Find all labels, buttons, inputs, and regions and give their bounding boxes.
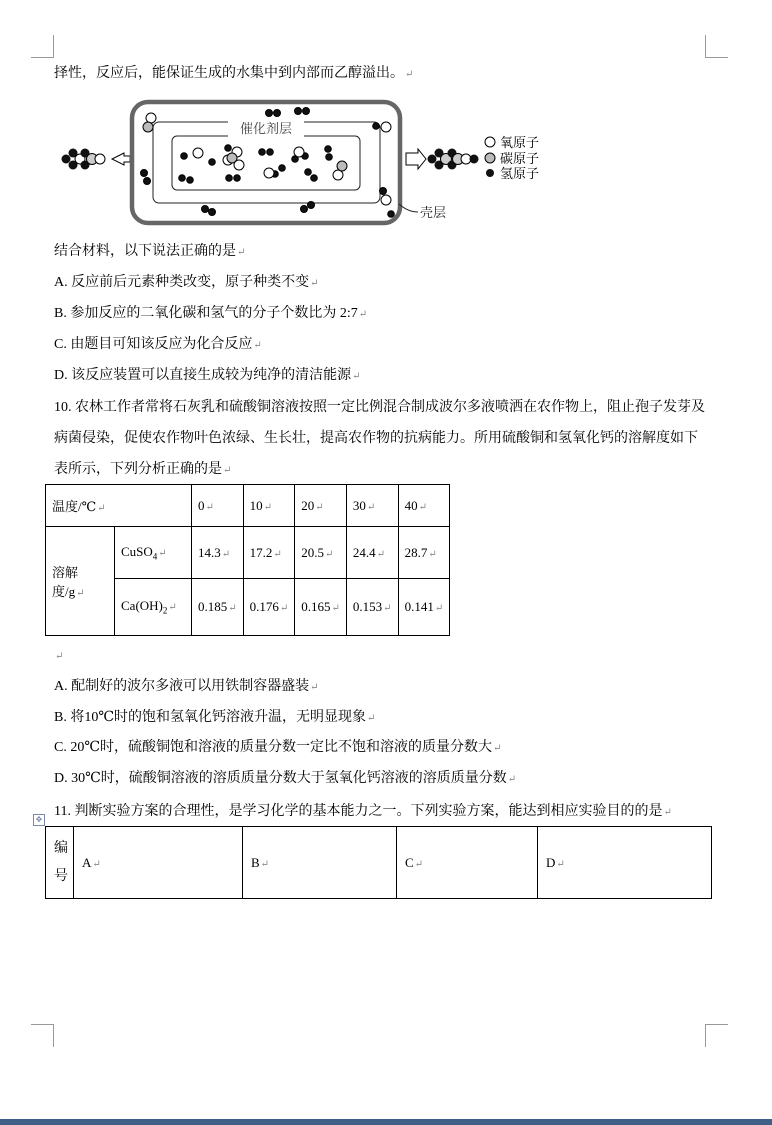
- option-cell-c: C↵: [397, 827, 538, 899]
- cuso4-value: 14.3↵: [192, 527, 244, 579]
- experiment-options-table: [45, 826, 712, 899]
- caoh2-value: 0.153↵: [346, 579, 398, 636]
- cuso4-value: 17.2↵: [243, 527, 295, 579]
- q9-option-d: D. 该反应装置可以直接生成较为纯净的清洁能源↵: [54, 368, 361, 383]
- q10-stem-line-2: 病菌侵染，促使农作物叶色浓绿、生长壮，提高农作物的抗病能力。所用硫酸铜和氢氧化钙的溶解度如下: [54, 431, 698, 446]
- table-move-handle-icon[interactable]: ✥: [33, 814, 45, 826]
- right-arrow-icon: [406, 149, 426, 169]
- option-cell-b: B↵: [243, 827, 397, 899]
- inner-chamber: [172, 136, 360, 190]
- temp-cell: 10↵: [243, 485, 295, 527]
- caoh2-value: 0.141↵: [398, 579, 450, 636]
- q9-option-b: B. 参加反应的二氧化碳和氢气的分子个数比为 2:7↵: [54, 306, 368, 321]
- hydrogen-atom-icon: [486, 169, 494, 177]
- q10-option-d: D. 30℃时，硫酸铜溶液的溶质质量分数大于氢氧化钙溶液的溶质质量分数↵: [54, 771, 517, 786]
- crop-mark-bottom-right: [705, 1024, 728, 1047]
- q10-stem-line-3: 表所示，下列分析正确的是↵: [54, 462, 232, 477]
- option-cell-d: D↵: [538, 827, 712, 899]
- legend: [485, 135, 539, 181]
- crop-mark-top-right: [705, 35, 728, 58]
- temp-cell: 40↵: [398, 485, 450, 527]
- carbon-atom-icon: [485, 153, 495, 163]
- status-bar-strip: [0, 1119, 772, 1125]
- oxygen-atom-icon: [485, 137, 495, 147]
- cuso4-value: 24.4↵: [346, 527, 398, 579]
- crop-mark-top-left: [31, 35, 54, 58]
- temp-header: 温度/℃↵: [46, 485, 192, 527]
- cuso4-value: 28.7↵: [398, 527, 450, 579]
- number-header: 编号: [46, 827, 74, 899]
- shell-label: 壳层: [420, 205, 447, 220]
- q10-stem-line-1: 10. 农林工作者常将石灰乳和硫酸铜溶液按照一定比例混合制成波尔多液喷洒在农作物上，阻止孢子发芽及: [54, 400, 705, 415]
- catalyst-label: 催化剂层: [239, 121, 293, 136]
- q10-option-b: B. 将10℃时的饱和氢氧化钙溶液升温，无明显现象↵: [54, 710, 376, 725]
- caoh2-label: $Ca(OH)_2↵$: [115, 579, 192, 636]
- temp-cell: 30↵: [346, 485, 398, 527]
- intro-line: 择性，反应后，能保证生成的水集中到内部而乙醇溢出。↵: [54, 66, 414, 81]
- solubility-table: [45, 484, 450, 636]
- cuso4-label: CuSO$_4$↵: [115, 527, 192, 579]
- q10-option-c: C. 20℃时，硫酸铜饱和溶液的质量分数一定比不饱和溶液的质量分数大↵: [54, 740, 502, 755]
- catalyst-reactor-figure: [56, 96, 556, 231]
- caoh2-value: 0.185↵: [192, 579, 244, 636]
- legend-oxygen: 氧原子: [500, 135, 540, 150]
- legend-carbon: 碳原子: [500, 151, 540, 166]
- caoh2-value: 0.165↵: [295, 579, 347, 636]
- q9-option-a: A. 反应前后元素种类改变，原子种类不变↵: [54, 275, 319, 290]
- q10-option-a: A. 配制好的波尔多液可以用铁制容器盛装↵: [54, 679, 319, 694]
- q11-stem: 11. 判断实验方案的合理性，是学习化学的基本能力之一。下列实验方案，能达到相应实验目的的是↵: [54, 804, 672, 819]
- left-arrow-icon: [112, 153, 130, 165]
- empty-paragraph: ↵: [55, 651, 64, 662]
- temp-cell: 20↵: [295, 485, 347, 527]
- option-cell-a: A↵: [74, 827, 243, 899]
- q9-option-c: C. 由题目可知该反应为化合反应↵: [54, 337, 262, 352]
- caoh2-value: 0.176↵: [243, 579, 295, 636]
- crop-mark-bottom-left: [31, 1024, 54, 1047]
- legend-hydrogen: 氢原子: [500, 166, 540, 181]
- temp-cell: 0↵: [192, 485, 244, 527]
- solubility-label: 溶解度/g↵: [46, 527, 115, 636]
- cuso4-value: 20.5↵: [295, 527, 347, 579]
- input-molecule: [62, 149, 106, 170]
- q9-stem: 结合材料，以下说法正确的是↵: [54, 244, 246, 259]
- output-molecule: [428, 149, 479, 170]
